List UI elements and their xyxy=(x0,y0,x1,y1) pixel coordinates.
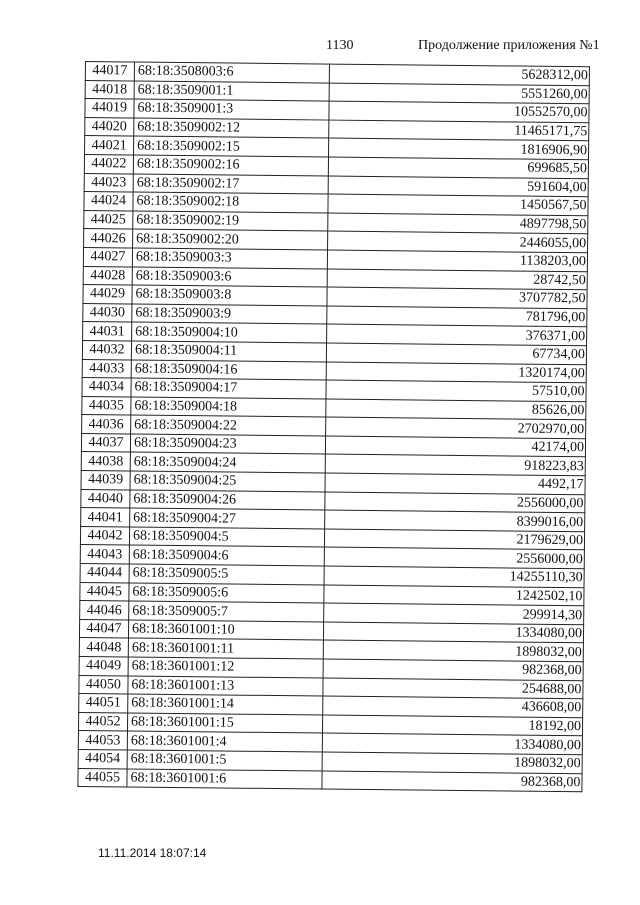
cadastral-value-cell: 57510,00 xyxy=(326,380,586,401)
row-number-cell: 44038 xyxy=(81,452,130,471)
cadastral-number-cell: 68:18:3601001:4 xyxy=(127,731,322,752)
cadastral-number-cell: 68:18:3509003:8 xyxy=(132,285,327,306)
cadastral-number-cell: 68:18:3601001:12 xyxy=(128,657,323,678)
cadastral-value-cell: 591604,00 xyxy=(328,176,588,197)
cadastral-number-cell: 68:18:3509002:20 xyxy=(133,229,328,250)
cadastral-value-cell: 3707782,50 xyxy=(327,287,587,308)
cadastral-value-cell: 1898032,00 xyxy=(322,752,582,773)
cadastral-number-cell: 68:18:3509004:24 xyxy=(130,452,325,473)
cadastral-number-cell: 68:18:3509004:18 xyxy=(131,397,326,418)
row-number-cell: 44036 xyxy=(82,415,131,434)
appendix-continuation-note: Продолжение приложения №1 xyxy=(418,38,600,53)
cadastral-value-cell: 2179629,00 xyxy=(324,529,584,550)
row-number-cell: 44033 xyxy=(82,359,131,378)
cadastral-number-cell: 68:18:3509002:16 xyxy=(133,155,328,176)
cadastral-number-cell: 68:18:3509004:16 xyxy=(131,360,326,381)
cadastral-number-cell: 68:18:3509004:25 xyxy=(130,471,325,492)
cadastral-value-cell: 1450567,50 xyxy=(328,194,588,215)
row-number-cell: 44049 xyxy=(79,656,128,675)
cadastral-number-cell: 68:18:3508003:6 xyxy=(134,62,329,83)
table-row xyxy=(78,768,582,792)
cadastral-number-cell: 68:18:3509002:15 xyxy=(134,136,329,157)
row-number-cell: 44048 xyxy=(79,638,128,657)
row-number-cell: 44030 xyxy=(83,303,132,322)
row-number-cell: 44027 xyxy=(83,247,132,266)
cadastral-number-cell: 68:18:3509004:5 xyxy=(129,527,324,548)
cadastral-number-cell: 68:18:3601001:13 xyxy=(128,676,323,697)
cadastral-value-cell: 1334080,00 xyxy=(322,733,582,754)
page-number: 1130 xyxy=(326,38,354,53)
row-number-cell: 44022 xyxy=(84,154,133,173)
cadastral-value-cell: 2556000,00 xyxy=(325,492,585,513)
row-number-cell: 44025 xyxy=(84,210,133,229)
row-number-cell: 44035 xyxy=(82,396,131,415)
cadastral-number-cell: 68:18:3509002:17 xyxy=(133,174,328,195)
cadastral-value-cell: 18192,00 xyxy=(322,715,582,736)
row-number-cell: 44037 xyxy=(81,433,130,452)
cadastral-number-cell: 68:18:3509005:5 xyxy=(129,564,324,585)
cadastral-number-cell: 68:18:3509004:27 xyxy=(130,508,325,529)
row-number-cell: 44055 xyxy=(78,768,127,787)
row-number-cell: 44050 xyxy=(79,675,128,694)
row-number-cell: 44032 xyxy=(82,340,131,359)
cadastral-value-cell: 699685,50 xyxy=(328,157,588,178)
row-number-cell: 44045 xyxy=(80,582,129,601)
cadastral-value-table xyxy=(77,61,590,792)
row-number-cell: 44031 xyxy=(83,322,132,341)
cadastral-number-cell: 68:18:3509001:3 xyxy=(134,99,329,120)
cadastral-value-cell: 1138203,00 xyxy=(327,250,587,271)
cadastral-number-cell: 68:18:3601001:10 xyxy=(128,620,323,641)
cadastral-value-cell: 5551260,00 xyxy=(329,83,589,104)
row-number-cell: 44023 xyxy=(84,173,133,192)
cadastral-value-cell: 982368,00 xyxy=(323,659,583,680)
table-body xyxy=(78,62,590,792)
row-number-cell: 44029 xyxy=(83,285,132,304)
row-number-cell: 44042 xyxy=(80,526,129,545)
row-number-cell: 44017 xyxy=(85,62,134,81)
cadastral-value-cell: 2702970,00 xyxy=(326,417,586,438)
cadastral-number-cell: 68:18:3601001:14 xyxy=(128,694,323,715)
cadastral-value-cell: 1898032,00 xyxy=(323,640,583,661)
row-number-cell: 44019 xyxy=(85,99,134,118)
row-number-cell: 44040 xyxy=(81,489,130,508)
cadastral-value-cell: 254688,00 xyxy=(323,678,583,699)
cadastral-value-cell: 1242502,10 xyxy=(324,585,584,606)
cadastral-value-cell: 1320174,00 xyxy=(326,362,586,383)
cadastral-number-cell: 68:18:3509004:10 xyxy=(132,322,327,343)
cadastral-value-cell: 2556000,00 xyxy=(324,547,584,568)
cadastral-number-cell: 68:18:3509002:12 xyxy=(134,118,329,139)
cadastral-value-cell: 4897798,50 xyxy=(328,213,588,234)
row-number-cell: 44046 xyxy=(80,601,129,620)
cadastral-value-cell: 1334080,00 xyxy=(323,622,583,643)
cadastral-value-cell: 14255110,30 xyxy=(324,566,584,587)
row-number-cell: 44041 xyxy=(81,508,130,527)
row-number-cell: 44051 xyxy=(79,694,128,713)
cadastral-value-cell: 28742,50 xyxy=(327,269,587,290)
cadastral-number-cell: 68:18:3601001:11 xyxy=(128,638,323,659)
cadastral-value-cell: 85626,00 xyxy=(326,399,586,420)
cadastral-number-cell: 68:18:3509002:19 xyxy=(133,211,328,232)
cadastral-value-cell: 42174,00 xyxy=(325,436,585,457)
cadastral-value-cell: 982368,00 xyxy=(322,771,582,792)
row-number-cell: 44021 xyxy=(85,136,134,155)
row-number-cell: 44043 xyxy=(80,545,129,564)
cadastral-number-cell: 68:18:3509004:6 xyxy=(129,545,324,566)
row-number-cell: 44020 xyxy=(85,117,134,136)
row-number-cell: 44026 xyxy=(84,229,133,248)
cadastral-value-cell: 67734,00 xyxy=(326,343,586,364)
cadastral-value-cell: 376371,00 xyxy=(327,324,587,345)
row-number-cell: 44028 xyxy=(83,266,132,285)
cadastral-value-cell: 436608,00 xyxy=(323,696,583,717)
cadastral-value-cell: 4492,17 xyxy=(325,473,585,494)
cadastral-value-cell: 781796,00 xyxy=(327,306,587,327)
cadastral-number-cell: 68:18:3509001:1 xyxy=(134,81,329,102)
cadastral-number-cell: 68:18:3509004:22 xyxy=(131,415,326,436)
cadastral-value-cell: 918223,83 xyxy=(325,455,585,476)
cadastral-value-cell: 10552570,00 xyxy=(329,101,589,122)
row-number-cell: 44053 xyxy=(78,731,127,750)
row-number-cell: 44018 xyxy=(85,80,134,99)
cadastral-number-cell: 68:18:3509002:18 xyxy=(133,192,328,213)
row-number-cell: 44052 xyxy=(78,712,127,731)
cadastral-number-cell: 68:18:3509004:17 xyxy=(131,378,326,399)
row-number-cell: 44034 xyxy=(82,378,131,397)
print-timestamp: 11.11.2014 18:07:14 xyxy=(98,846,207,860)
cadastral-number-cell: 68:18:3601001:6 xyxy=(127,769,322,790)
cadastral-value-cell: 11465171,75 xyxy=(329,120,589,141)
row-number-cell: 44044 xyxy=(80,564,129,583)
row-number-cell: 44047 xyxy=(79,619,128,638)
cadastral-number-cell: 68:18:3509005:7 xyxy=(129,601,324,622)
cadastral-number-cell: 68:18:3509004:11 xyxy=(131,341,326,362)
cadastral-number-cell: 68:18:3509003:3 xyxy=(132,248,327,269)
row-number-cell: 44024 xyxy=(84,192,133,211)
cadastral-value-cell: 1816906,90 xyxy=(329,138,589,159)
cadastral-number-cell: 68:18:3601001:5 xyxy=(127,750,322,771)
row-number-cell: 44054 xyxy=(78,749,127,768)
cadastral-value-cell: 299914,30 xyxy=(324,603,584,624)
cadastral-number-cell: 68:18:3601001:15 xyxy=(127,713,322,734)
cadastral-value-cell: 5628312,00 xyxy=(329,64,589,85)
cadastral-number-cell: 68:18:3509004:26 xyxy=(130,490,325,511)
cadastral-number-cell: 68:18:3509004:23 xyxy=(130,434,325,455)
cadastral-number-cell: 68:18:3509005:6 xyxy=(129,583,324,604)
row-number-cell: 44039 xyxy=(81,471,130,490)
cadastral-value-cell: 2446055,00 xyxy=(328,231,588,252)
cadastral-value-cell: 8399016,00 xyxy=(325,510,585,531)
cadastral-number-cell: 68:18:3509003:9 xyxy=(132,304,327,325)
cadastral-number-cell: 68:18:3509003:6 xyxy=(132,267,327,288)
